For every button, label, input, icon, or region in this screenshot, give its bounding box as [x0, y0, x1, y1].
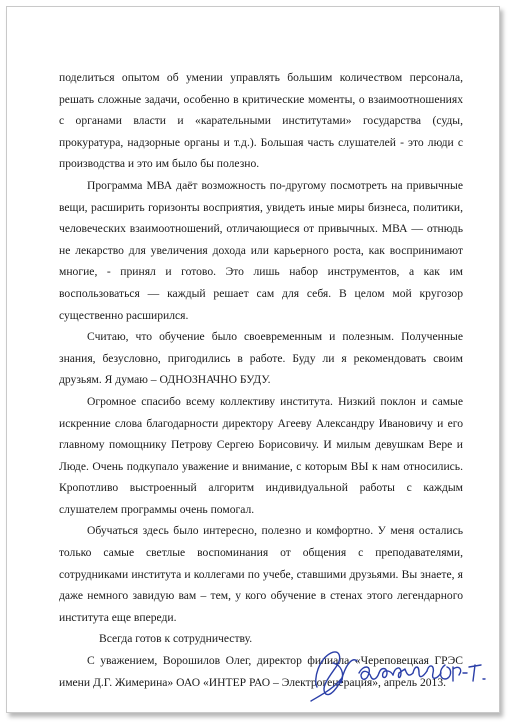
paragraph: Огромное спасибо всему коллективу института. Низкий поклон и самые искренние слова благодарности директору Агееву Александру Ивановичу и его главному помощнику Петрову Сергею Борисовичу. И милым девушкам Вере и Люде. Очень подкупало уважение и внимание, с которым ВЫ к нам относились. Кропотливо выстроенный алгоритм индивидуальной работы с каждым слушателем программы очень помогал.: [59, 394, 463, 516]
sender-line: С уважением, Ворошилов Олег, директор филиала «Череповецкая ГРЭС имени Д.Г. Жимерина» ОАО «ИНТЕР РАО – Электрогенерация», апрель 2013.: [59, 654, 463, 689]
paragraph: Обучаться здесь было интересно, полезно и комфортно. У меня остались только самые светлые воспоминания от общения с преподавателями, сотрудниками института и коллегами по учебе, ставшими друзьями. Вы знаете, я даже немного завидую вам – тем, у кого обучение в стенах этого легендарного института еще впереди.: [59, 524, 463, 624]
closing-line: Всегда готов к сотрудничеству.: [99, 632, 253, 646]
signature-strokes: [311, 652, 485, 701]
paragraph: Считаю, что обучение было своевременным и полезным. Полученные знания, безусловно, пригодились в работе. Буду ли я рекомендовать своим друзьям. Я думаю – ОДНОЗНАЧНО БУДУ.: [59, 330, 463, 387]
handwritten-signature: [303, 643, 489, 705]
letter-body: [59, 67, 463, 693]
letter-page: [6, 6, 500, 713]
paragraph: Программа МВА даёт возможность по-другому посмотреть на привычные вещи, расширить горизонты восприятия, увидеть иные миры бизнеса, политики, человеческих взаимоотношений, отличающиеся от привычных. МВА — отнюдь не лекарство для увеличения дохода или карьерного роста, как воспринимают многие, - принял и готово. Это лишь набор инструментов, а как им воспользоваться — каждый решает сам для себя. В целом мой кругозор существенно расширился.: [59, 178, 463, 322]
paragraph: поделиться опытом об умении управлять большим количеством персонала, решать сложные задачи, особенно в критические моменты, о взаимоотношениях с органами власти и «карательными институтами» государства (суды, прокуратура, надзорные органы и т.д.). Большая часть слушателей - это люди с производства и это им было бы полезно.: [59, 71, 463, 171]
